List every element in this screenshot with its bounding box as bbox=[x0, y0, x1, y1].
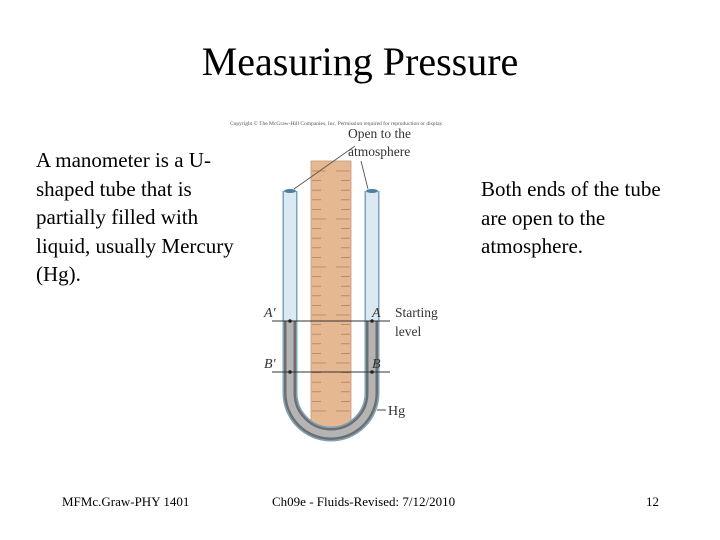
footer-chapter: Ch09e - Fluids-Revised: 7/12/2010 bbox=[272, 494, 456, 509]
manometer-description: A manometer is a U-shaped tube that is partially filled with liquid, usually Mercury (Hg). bbox=[36, 148, 234, 286]
label-b-prime: B′ bbox=[264, 357, 276, 372]
label-b: B bbox=[372, 357, 381, 372]
manometer-figure bbox=[228, 115, 488, 445]
label-a: A bbox=[372, 306, 381, 321]
point-b-prime bbox=[288, 370, 292, 374]
starting-label-line1: Starting bbox=[395, 305, 438, 320]
label-a-prime: A′ bbox=[264, 306, 276, 321]
slide-title: Measuring Pressure bbox=[201, 39, 519, 84]
manometer-diagram bbox=[228, 115, 488, 445]
point-a-prime bbox=[288, 319, 292, 323]
right-open-pointer bbox=[361, 161, 368, 189]
starting-label-line2: level bbox=[395, 324, 422, 339]
footer-course: MFMc.Graw-PHY 1401 bbox=[62, 494, 190, 509]
left-tube-opening bbox=[284, 189, 296, 193]
right-tube-opening bbox=[366, 189, 378, 193]
page-number: 12 bbox=[646, 494, 659, 509]
hg-label: Hg bbox=[388, 404, 406, 419]
open-label-line1: Open to the bbox=[348, 126, 411, 141]
copyright-notice: Copyright © The McGraw-Hill Companies, Inc. Permission required for reproduction or display. bbox=[230, 121, 444, 127]
open-ends-description: Both ends of the tube are open to the atmosphere. bbox=[481, 177, 661, 258]
open-label-line2: atmosphere bbox=[348, 144, 411, 159]
